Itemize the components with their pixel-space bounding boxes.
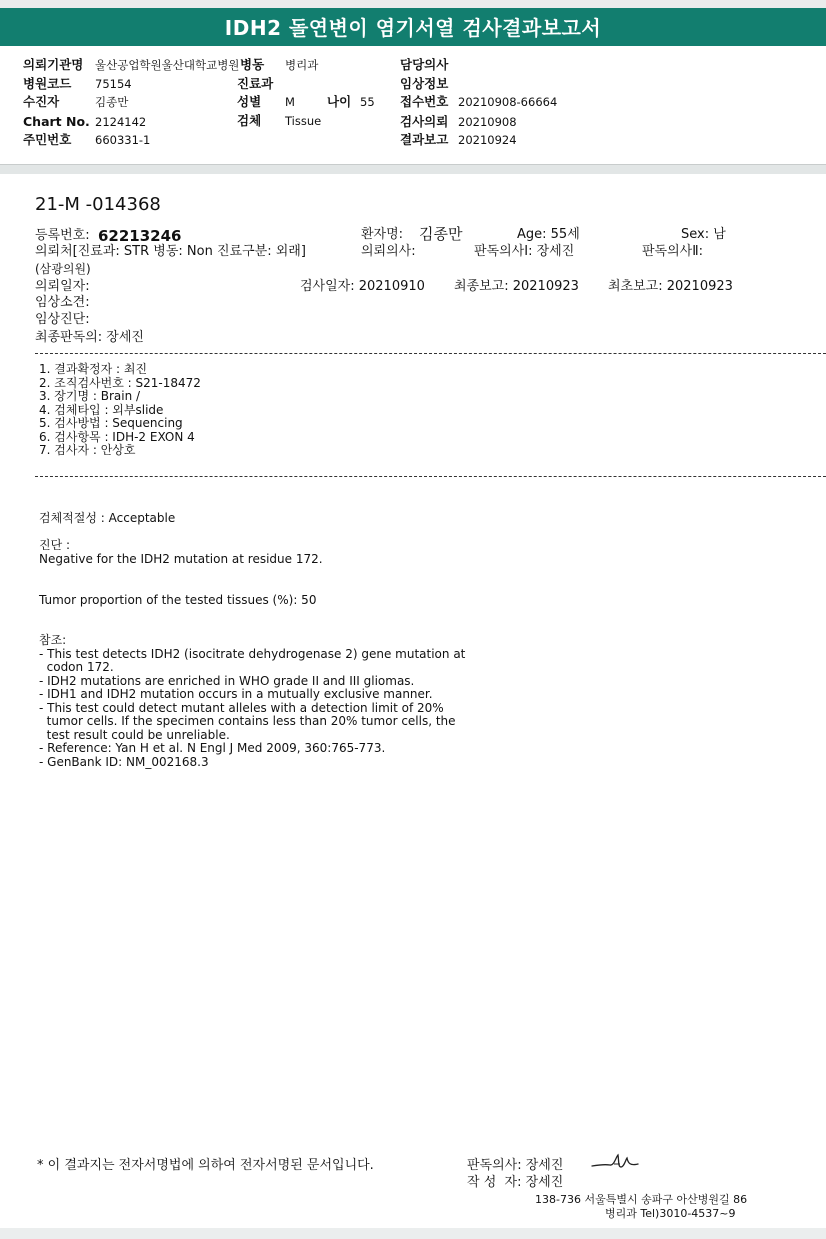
tumor-proportion: Tumor proportion of the tested tissues (%): 50: [39, 593, 317, 607]
patient-sex: Sex: 남: [681, 227, 726, 242]
requesting-doctor: 의뢰의사:: [361, 244, 416, 259]
note-line-2: codon 172.: [39, 660, 114, 674]
report-title: IDH2 돌연변이 염기서열 검사결과보고서: [0, 8, 826, 46]
label-sex: 성별: [237, 94, 262, 109]
dept-line-2: (삼광의원): [35, 262, 91, 276]
note-line-3: - IDH2 mutations are enriched in WHO grade II and III gliomas.: [39, 673, 415, 688]
item-6: 6. 검사항목 : IDH-2 EXON 4: [39, 429, 195, 444]
signature-icon: [590, 1153, 640, 1173]
value-institution: 울산공업학원울산대학교병원: [95, 58, 240, 72]
note-line-1: - This test detects IDH2 (isocitrate dehydrogenase 2) gene mutation at: [39, 646, 466, 661]
patient-label: 환자명:: [361, 227, 404, 242]
label-hospital-code: 병원코드: [23, 76, 72, 91]
e-signature-notice: * 이 결과지는 전자서명법에 의하여 전자서명된 문서입니다.: [37, 1158, 374, 1173]
note-line-8: - Reference: Yan H et al. N Engl J Med 2009, 360:765-773.: [39, 741, 386, 755]
final-report-date: 최종보고: 20210923: [454, 279, 579, 294]
item-2: 2. 조직검사번호 : S21-18472: [39, 375, 201, 390]
dashed-divider-1: [35, 353, 826, 354]
clinical-diagnosis: 임상진단:: [35, 312, 90, 327]
value-resident-no: 660331-1: [95, 133, 151, 147]
label-result-report: 결과보고: [400, 132, 449, 147]
diagnosis-label: 진단 :: [39, 538, 71, 552]
note-line-6: tumor cells. If the specimen contains less than 20% tumor cells, the: [39, 714, 456, 728]
item-7: 7. 검사자 : 안상호: [39, 443, 136, 457]
value-specimen: Tissue: [285, 114, 322, 128]
value-hospital-code: 75154: [95, 77, 132, 91]
label-resident-no: 주민번호: [23, 132, 72, 147]
footer-writer: 작 성 자: 장세진: [467, 1175, 564, 1190]
label-clinical-info: 임상정보: [400, 76, 449, 91]
note-line-4: - IDH1 and IDH2 mutation occurs in a mutually exclusive manner.: [39, 687, 433, 701]
value-age: 55: [360, 95, 375, 109]
label-specimen: 검체: [237, 113, 262, 128]
bottom-strip: [0, 1228, 826, 1239]
pathologist-2: 판독의사Ⅱ:: [642, 244, 704, 259]
label-physician: 담당의사: [400, 57, 449, 72]
label-chart-no: Chart No.: [23, 114, 90, 129]
value-chart-no: 2124142: [95, 115, 147, 129]
label-age: 나이: [327, 94, 352, 109]
value-result-report: 20210924: [458, 133, 517, 147]
dashed-divider-2: [35, 476, 826, 477]
request-date: 의뢰일자:: [35, 279, 90, 294]
reference-label: 참조:: [39, 633, 67, 647]
label-ward: 병동: [240, 57, 265, 72]
value-patient: 김종만: [95, 95, 129, 109]
label-accession: 접수번호: [400, 94, 449, 109]
value-ward: 병리과: [285, 58, 319, 72]
note-line-7: test result could be unreliable.: [39, 727, 230, 742]
value-request-date: 20210908: [458, 115, 517, 129]
pathologist-1: 판독의사Ⅰ: 장세진: [474, 244, 575, 259]
label-institution: 의뢰기관명: [23, 57, 84, 72]
test-date: 검사일자: 20210910: [300, 279, 425, 294]
footer-phone: 병리과 Tel)3010-4537~9: [605, 1207, 736, 1220]
patient-age: Age: 55세: [517, 227, 580, 242]
label-department: 진료과: [237, 76, 274, 91]
reg-number: 62213246: [98, 227, 182, 245]
item-3: 3. 장기명 : Brain /: [39, 389, 141, 403]
dept-line: 의뢰처[진료과: STR 병동: Non 진료구분: 외래]: [35, 244, 306, 259]
reg-label: 등록번호:: [35, 228, 90, 243]
value-accession: 20210908-66664: [458, 95, 558, 109]
clinical-findings: 임상소견:: [35, 295, 90, 310]
final-reader: 최종판독의: 장세진: [35, 330, 144, 345]
item-1: 1. 결과확정자 : 최진: [39, 362, 148, 376]
note-line-5: - This test could detect mutant alleles with a detection limit of 20%: [39, 700, 444, 715]
diagnosis-text: Negative for the IDH2 mutation at residue 172.: [39, 552, 323, 566]
value-sex: M: [285, 95, 295, 109]
item-5: 5. 검사방법 : Sequencing: [39, 416, 183, 430]
footer-address: 138-736 서울특별시 송파구 아산병원길 86: [535, 1193, 748, 1206]
label-request-date: 검사의뢰: [400, 114, 449, 129]
specimen-adequacy: 검체적절성 : Acceptable: [39, 511, 176, 525]
first-report-date: 최초보고: 20210923: [608, 279, 733, 294]
report-number: 21-M -014368: [35, 194, 161, 215]
section-divider: [0, 164, 826, 174]
top-strip: [0, 0, 826, 8]
footer-reader: 판독의사: 장세진: [467, 1158, 564, 1173]
header-info: [0, 46, 826, 164]
item-4: 4. 검체타입 : 외부slide: [39, 402, 164, 417]
label-patient: 수진자: [23, 94, 60, 109]
note-line-9: - GenBank ID: NM_002168.3: [39, 754, 209, 769]
patient-name: 김종만: [419, 225, 463, 243]
